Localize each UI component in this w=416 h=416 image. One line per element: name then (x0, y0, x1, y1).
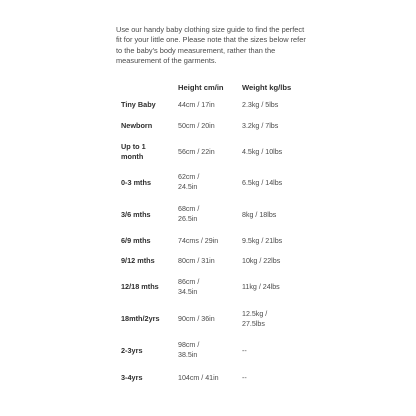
weight-value: 12.5kg / 27.5lbs (242, 310, 268, 328)
weight-value: 2.3kg / 5lbs (242, 101, 279, 109)
header-weight: Weight kg/lbs (242, 83, 292, 92)
weight-value: -- (242, 374, 247, 382)
height-value: 98cm / 38.5in (178, 341, 200, 359)
size-label: 0-3 mths (121, 178, 152, 187)
size-label: 9/12 mths (121, 256, 155, 265)
height-value: 50cm / 20in (178, 122, 215, 130)
weight-value: 6.5kg / 14lbs (242, 179, 283, 187)
height-value: 62cm / 24.5in (178, 173, 200, 191)
weight-value: 4.5kg / 10lbs (242, 148, 283, 156)
height-value: 56cm / 22in (178, 148, 215, 156)
weight-value: 3.2kg / 7lbs (242, 122, 279, 130)
weight-value: 11kg / 24lbs (242, 283, 280, 291)
weight-value: 10kg / 22lbs (242, 257, 281, 265)
size-label: 18mth/2yrs (121, 314, 160, 323)
height-value: 104cm / 41in (178, 374, 219, 382)
height-value: 80cm / 31in (178, 257, 215, 265)
size-label: 3-4yrs (121, 373, 143, 382)
weight-value: 9.5kg / 21lbs (242, 237, 283, 245)
weight-value: 8kg / 18lbs (242, 211, 277, 219)
height-value: 74cms / 29in (178, 237, 219, 245)
intro-text: Use our handy baby clothing size guide to find the perfect fit for your little one. Please note that the sizes below refer to the baby's body measurement, rather than the measurement of the garments. (116, 25, 306, 66)
size-label: 12/18 mths (121, 282, 159, 291)
size-label: Tiny Baby (121, 100, 156, 109)
size-label: 3/6 mths (121, 210, 151, 219)
height-value: 44cm / 17in (178, 101, 215, 109)
height-value: 68cm / 26.5in (178, 205, 200, 223)
size-label: Newborn (121, 121, 153, 130)
weight-value: -- (242, 347, 247, 355)
size-label: 6/9 mths (121, 236, 151, 245)
height-value: 90cm / 36in (178, 315, 215, 323)
table-header (0, 83, 416, 95)
height-value: 86cm / 34.5in (178, 278, 200, 296)
header-height: Height cm/in (178, 83, 224, 92)
size-label: 2-3yrs (121, 346, 143, 355)
size-label: Up to 1 month (121, 142, 146, 161)
